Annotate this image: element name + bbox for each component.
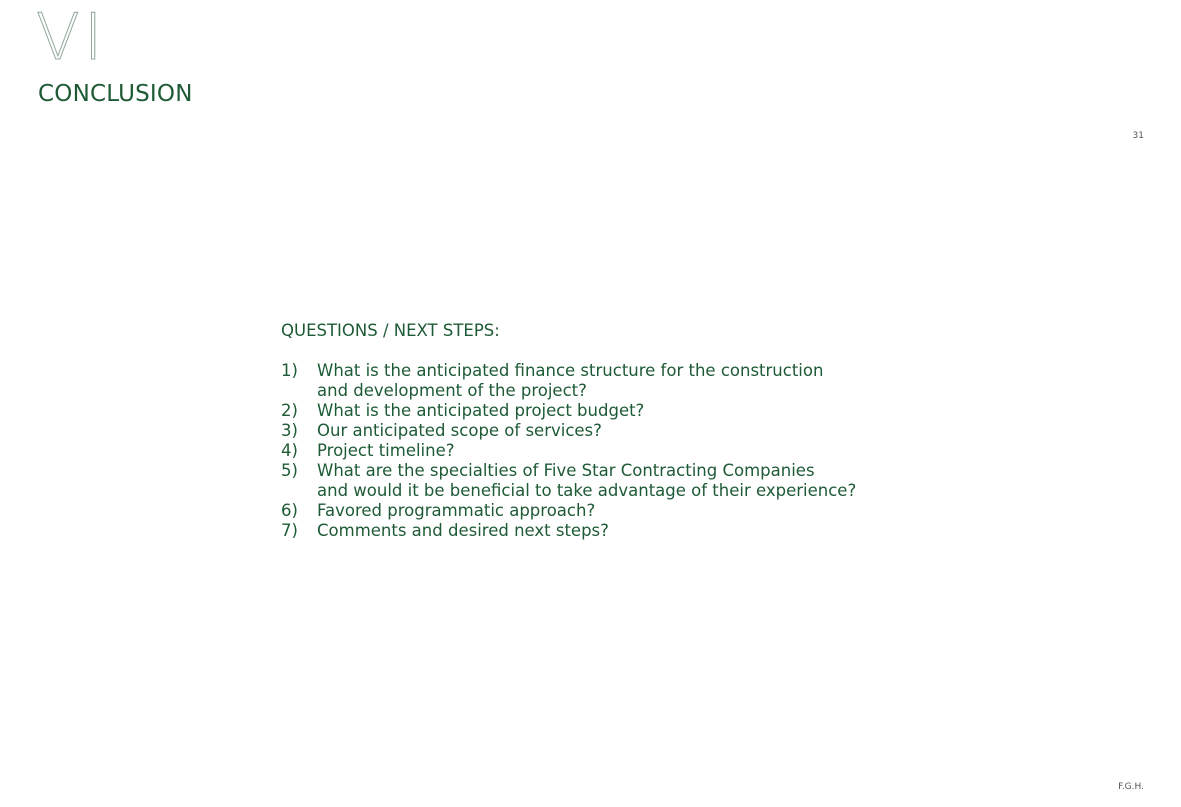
list-item-number: 2) (281, 401, 298, 420)
list-item-number: 7) (281, 521, 298, 540)
list-item-text: Project timeline? (317, 441, 455, 460)
section-title: CONCLUSION (38, 81, 193, 107)
page-number: 31 (1132, 131, 1144, 141)
list-item (281, 441, 941, 461)
list-item (281, 361, 941, 401)
list-item-text: Our anticipated scope of services? (317, 421, 602, 440)
list-item-number: 6) (281, 501, 298, 520)
next-steps-list (281, 361, 941, 541)
list-item-number: 4) (281, 441, 298, 460)
list-item-number: 3) (281, 421, 298, 440)
list-item (281, 501, 941, 521)
list-item-text: What are the specialties of Five Star Contracting Companies and would it be beneficial to take advantage of their experience? (317, 461, 857, 500)
list-item (281, 461, 941, 501)
list-item-number: 1) (281, 361, 298, 380)
list-item-text: What is the anticipated project budget? (317, 401, 645, 420)
list-item (281, 421, 941, 441)
section-numeral: VI (36, 1, 107, 75)
questions-section (281, 321, 941, 541)
list-item-number: 5) (281, 461, 298, 480)
list-item (281, 521, 941, 541)
list-item (281, 401, 941, 421)
questions-heading: QUESTIONS / NEXT STEPS: (281, 321, 500, 340)
list-item-text: Comments and desired next steps? (317, 521, 609, 540)
list-item-text: What is the anticipated finance structure for the construction and development of the project? (317, 361, 824, 400)
footer-initials: F.G.H. (1118, 782, 1144, 792)
list-item-text: Favored programmatic approach? (317, 501, 596, 520)
